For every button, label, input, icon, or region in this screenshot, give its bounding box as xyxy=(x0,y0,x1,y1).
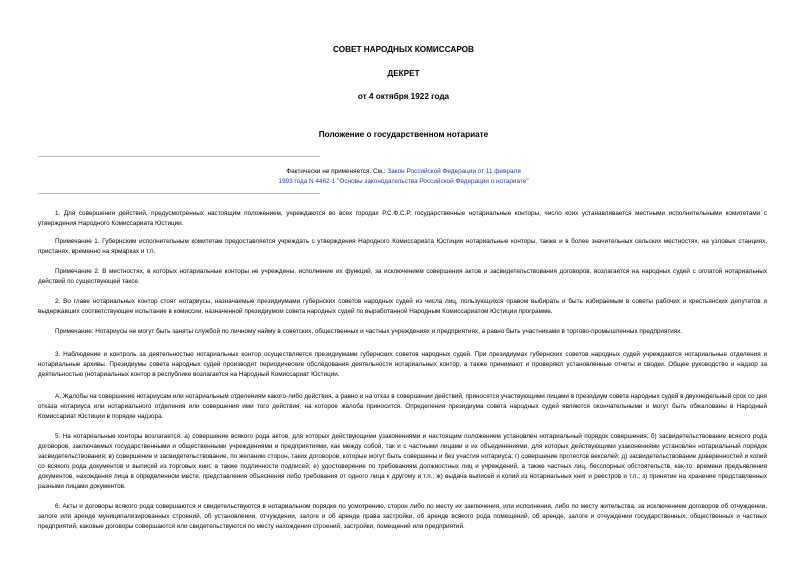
notice-bottom-rule xyxy=(38,193,320,194)
notice-prefix: Фактически не применяется. См.: xyxy=(286,168,388,175)
paragraph-6: 6. Акты и договоры всякого рода совершаются и свидетельствуются в нотариальном порядке по усмотрению, сторон либо по месту их заключения, или исполнения, либо по месту жительства, за исключением договоров об отчуждении, залоге или аренде муниципализированных строений, об установлении, отчуждении, залоге и об аренде права застройки, об аренде всякого рода помещений, об аренде, залоге и отчуждении государственных, общественных и частных предприятий, каковые договоры совершаются или свидетельствуются по месту нахождения строений, застройки, помещений или предприятий. xyxy=(38,503,767,530)
paragraph-1: 1. Для совершения действий, предусмотренных настоящим положением, учреждаются во всех городах Р.С.Ф.С.Р. государственные нотариальные конторы, число коих устанавливается местными исполнительными комитетами с утверждения Народного Комиссариата Юстиции. xyxy=(38,210,767,227)
doc-date-heading: от 4 октября 1922 года xyxy=(357,92,450,101)
notice-line-2 xyxy=(0,177,807,187)
paragraph-note-3: Примечание: Нотариусы не могут быть заняты службой по личному найму в советских, общественных и частных учреждениях и предприятиях, а равно быть участниками в торгово-промышленных предприятиях. xyxy=(55,328,683,335)
notice-top-rule xyxy=(38,156,320,157)
notice-line-1 xyxy=(0,167,807,177)
paragraph-3: 3. Наблюдение и контроль за деятельностью нотариальных контор осуществляется президиумами губернских советов народных судей. При президиумах губернских советов народных судей учреждаются нотариальные отделения и нотариальные архивы. Президиумы совета народных судей производят периодические обследования деятельности нотариальных контор, а также принимают и проверяют установленные отчеты и сводки. Общее руководство и надзор за деятельностью (нотариальных контор в республике возлагается на Народный Комиссариат Юстиции. xyxy=(38,351,767,378)
paragraph-note-2: Примечание 2. В местностях, в которых нотариальные конторы не учреждены, исполнение их функций, за исключением совершения актов и засвидетельствования договоров, возлагается на народных судей с оплатой нотариальных действий по существующей таксе. xyxy=(38,268,767,285)
paragraph-5: 5. На нотариальные конторы возлагается: а) совершение всякого рода актов, для которых действующими узаконениями и настоящим положением установлен нотариальный порядок совершения; б) засвидетельствование всякого рода договоров, заключаемых государственными и общественными учреждениями и предприятиями, как между собой, так и с частными лицами и их объединениями, для которых действующими узаконениями установлен нотариальный порядок засвидетельствования; в) совершение и засвидетельствование, по желанию сторон, таких договоров, которые могут быть совершены и без участия нотариуса; г) совершение протестов векселей; д) засвидетельствование доверенностей и копий со всякого рода документов и выписей из торговых книг, а также подлинности подписей; е) удостоверение по требованиям должностных лиц и учреждений, а также частных лиц, бесспорных обстоятельств, как-то: времени предъявления документов, нахождения лица в определенном месте, представления объяснения либо требования от одного лица к другому и т.п.; ж) выдача выписей и копий из нотариальных книг и реестров и т.п.; з) принятие на хранение представленных разными лицами документов. xyxy=(38,433,767,490)
paragraph-4: А. Жалобы на совершение нотариусам или нотариальным отделениям какого-либо действия, а равно и на отказ в совершении действий, приносятся участвующими лицами в президиум совета народных судей в двухнедельный срок со дня отказа нотариуса или нотариального отделения или совершения ими того действия, на которое жалоба приносится. Определения президиума совета народных судей являются окончательными и могут быть обжалованы в Народный Комиссариат Юстиции в порядке надзора. xyxy=(38,393,767,420)
notice-link-part-1[interactable]: Закон Российской Федерации от 11 февраля xyxy=(387,168,521,175)
doc-type-heading: ДЕКРЕТ xyxy=(387,69,420,78)
paragraph-2: 2. Во главе нотариальных контор стоят нотариусы, назначаемые президиумами губернских советов народных судей из числа лиц, пользующихся правом выбирать и быть избираемым в советы рабочих и крестьянских депутатов и выдержавших соответствующее испытание в комиссии, назначенной президиумом совета народных судей по выработанной Народным Комиссариатом Юстиции программе. xyxy=(38,298,767,315)
issuer-heading: СОВЕТ НАРОДНЫХ КОМИССАРОВ xyxy=(333,45,474,54)
paragraph-note-1: Примечание 1. Губернским исполнительным комитетам предоставляется учреждать с утверждения Народного Комиссариата Юстиции нотариальные конторы, также и в более значительных сельских местностях, на узловых станциях, пристанях, временно на ярмарках и т.п. xyxy=(38,238,767,255)
doc-title: Положение о государственном нотариате xyxy=(318,130,489,139)
notice-link-part-2[interactable]: 1993 года N 4462-1 "Основы законодательства Российской Федерации о нотариате" xyxy=(278,178,529,185)
